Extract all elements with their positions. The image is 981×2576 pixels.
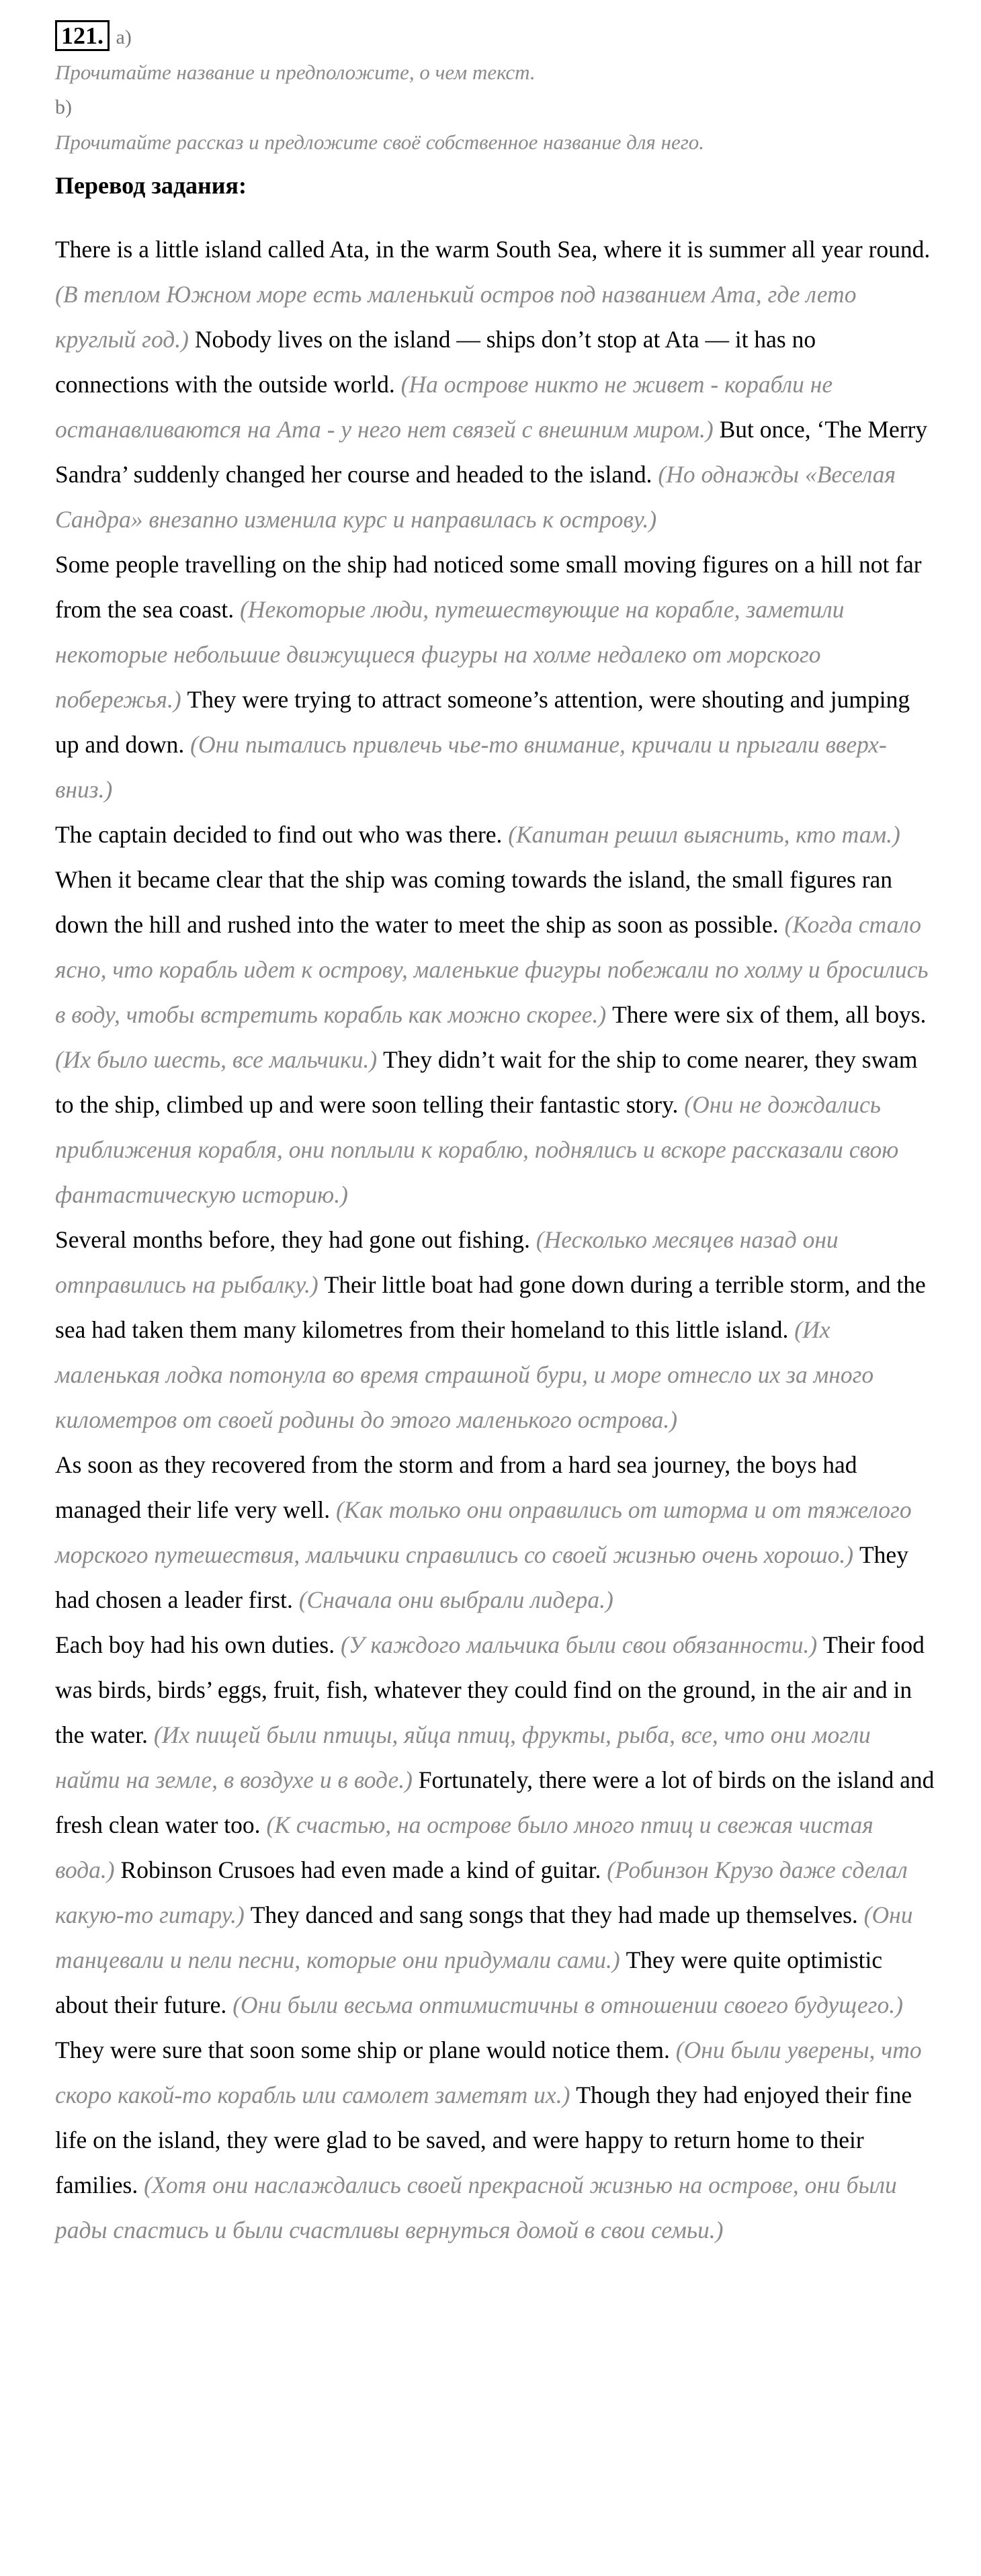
english-sentence: They didn’t wait for the ship to come nearer, they swam to the ship, climbed up and were soon telling their fantastic story. <box>55 1046 918 1118</box>
russian-translation: (Как только они оправились от шторма и от тяжелого морского путешествия, мальчики справились со своей жизнью очень хорошо.) <box>55 1496 912 1568</box>
part-b-label: b) <box>55 96 72 118</box>
story-paragraph <box>55 812 935 1217</box>
document-page <box>55 20 935 2253</box>
english-sentence: They were trying to attract someone’s attention, were shouting and jumping up and down. <box>55 686 910 758</box>
english-sentence: Nobody lives on the island — ships don’t stop at Ata — it has no connections with the outside world. <box>55 326 816 398</box>
russian-translation: (Когда стало ясно, что корабль идет к острову, маленькие фигуры побежали по холму и бросились в воду, чтобы встретить корабль как можно скорее.) <box>55 911 929 1028</box>
english-sentence: They danced and sang songs that they had made up themselves. <box>250 1901 864 1928</box>
english-sentence: Their little boat had gone down during a terrible storm, and the sea had taken them many kilometres from their homeland to this little island. <box>55 1271 926 1343</box>
story-paragraph <box>55 1443 935 1623</box>
russian-translation: (Их пищей были птицы, яйца птиц, фрукты, рыба, все, что они могли найти на земле, в воздухе и в воде.) <box>55 1721 871 1793</box>
english-sentence: Some people travelling on the ship had noticed some small moving figures on a hill not far from the sea coast. <box>55 551 922 623</box>
english-sentence: Several months before, they had gone out fishing. <box>55 1226 536 1253</box>
english-sentence: They were quite optimistic about their future. <box>55 1946 883 2018</box>
russian-translation: (Капитан решил выяснить, кто там.) <box>508 821 900 848</box>
english-sentence: The captain decided to find out who was there. <box>55 821 509 848</box>
russian-translation: (На острове никто не живет - корабли не останавливаются на Ата - у него нет связей с внешним миром.) <box>55 371 833 443</box>
english-sentence: Though they had enjoyed their fine life on the island, they were glad to be saved, and were happy to return home to their families. <box>55 2081 912 2198</box>
russian-translation: (Некоторые люди, путешествующие на корабле, заметили некоторые небольшие движущиеся фигуры на холме недалеко от морского побережья.) <box>55 596 845 713</box>
russian-translation: (Сначала они выбрали лидера.) <box>298 1586 613 1613</box>
russian-translation: (Хотя они наслаждались своей прекрасной жизнью на острове, они были рады спастись и были счастливы вернуться домой в свои семьи.) <box>55 2172 897 2243</box>
russian-translation: (Они танцевали и пели песни, которые они придумали сами.) <box>55 1901 913 1973</box>
story-paragraph <box>55 1217 935 1443</box>
russian-translation: (Несколько месяцев назад они отправились на рыбалку.) <box>55 1226 839 1298</box>
english-sentence: But once, ‘The Merry Sandra’ suddenly changed her course and headed to the island. <box>55 416 928 488</box>
story-text <box>55 227 935 2253</box>
russian-translation: (В теплом Южном море есть маленький остров под названием Ата, где лето круглый год.) <box>55 281 857 353</box>
part-a-header <box>55 20 935 55</box>
russian-translation: (Они были весьма оптимистичны в отношении своего будущего.) <box>232 1991 903 2018</box>
story-paragraph <box>55 542 935 812</box>
russian-translation: (У каждого мальчика были свои обязанности.) <box>340 1631 824 1658</box>
english-sentence: Robinson Crusoes had even made a kind of guitar. <box>120 1856 607 1883</box>
part-b-task: Прочитайте рассказ и предложите своё собственное название для него. <box>55 130 705 154</box>
part-a-task: Прочитайте название и предположите, о чем текст. <box>55 60 536 84</box>
english-sentence: Fortunately, there were a lot of birds on the island and fresh clean water too. <box>55 1766 935 1838</box>
english-sentence: Each boy had his own duties. <box>55 1631 341 1658</box>
translation-title: Перевод задания: <box>55 172 247 199</box>
english-sentence: As soon as they recovered from the storm and from a hard sea journey, the boys had managed their life very well. <box>55 1451 857 1523</box>
russian-translation: (К счастью, на острове было много птиц и свежая чистая вода.) <box>55 1811 873 1883</box>
part-a-label: a) <box>116 26 132 48</box>
russian-translation: (Их было шесть, все мальчики.) <box>55 1046 384 1073</box>
russian-translation: (Они не дождались приближения корабля, они поплыли к кораблю, поднялись и вскоре рассказали свою фантастическую историю.) <box>55 1091 899 1208</box>
russian-translation: (Их маленькая лодка потонула во время страшной бури, и море отнесло их за много километров от своей родины до этого маленького острова.) <box>55 1316 874 1433</box>
russian-translation: (Но однажды «Веселая Сандра» внезапно изменила курс и направилась к острову.) <box>55 461 896 533</box>
part-b-header <box>55 90 935 125</box>
story-paragraph <box>55 1623 935 2253</box>
english-sentence: There were six of them, all boys. <box>612 1001 927 1028</box>
english-sentence: They had chosen a leader first. <box>55 1541 908 1613</box>
story-paragraph <box>55 227 935 542</box>
russian-translation: (Они были уверены, что скоро какой-то корабль или самолет заметят их.) <box>55 2036 922 2108</box>
exercise-number: 121. <box>55 20 110 51</box>
english-sentence: Their food was birds, birds’ eggs, fruit, fish, whatever they could find on the ground, in the air and in the water. <box>55 1631 925 1748</box>
russian-translation: (Они пытались привлечь чье-то внимание, кричали и прыгали вверх-вниз.) <box>55 731 887 803</box>
russian-translation: (Робинзон Крузо даже сделал какую-то гитару.) <box>55 1856 908 1928</box>
english-sentence: They were sure that soon some ship or plane would notice them. <box>55 2036 676 2063</box>
english-sentence: When it became clear that the ship was coming towards the island, the small figures ran down the hill and rushed into the water to meet the ship as soon as possible. <box>55 866 893 938</box>
english-sentence: There is a little island called Ata, in the warm South Sea, where it is summer all year round. <box>55 236 931 263</box>
